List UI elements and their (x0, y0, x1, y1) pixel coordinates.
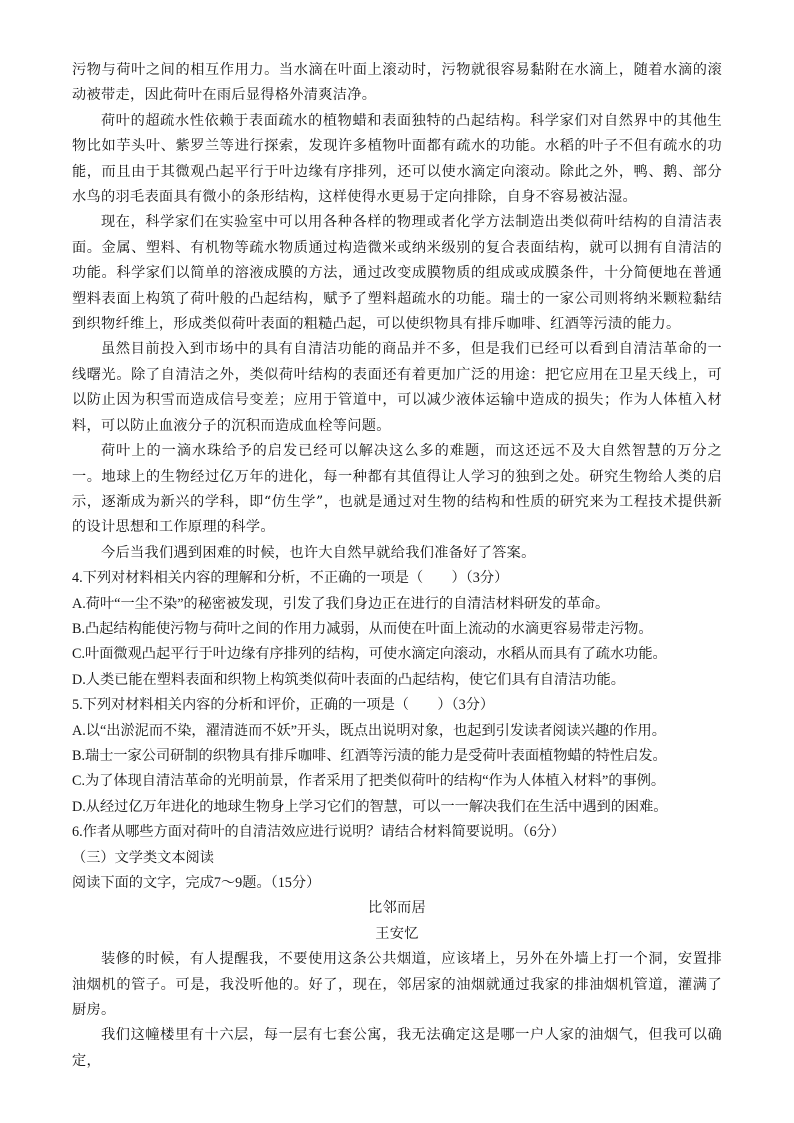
option-a: A.以“出淤泥而不染，濯清涟而不妖”开头，既点出说明对象，也起到引发读者阅读兴趣的作用。 (72, 722, 666, 739)
question-stem: 5.下列对材料相关内容的分析和评价，正确的一项是（ ）（3分） (72, 697, 495, 714)
option-d: D.人类已能在塑料表面和织物上构筑类似荷叶表面的凸起结构，使它们具有自清洁功能。 (72, 671, 625, 688)
section-instruction: 阅读下面的文字，完成7～9题。（15分） (72, 875, 321, 891)
story-paragraph: 装修的时候，有人提醒我，不要使用这条公共烟道，应该堵上，另外在外墙上打一个洞，安置排油烟机的管子。可是，我没听他的。好了，现在，邻居家的油烟就通过我家的排油烟机管道，灌满了厨房。 (72, 951, 722, 1019)
passage-paragraph: 虽然目前投入到市场中的具有自清洁功能的商品并不多，但是我们已经可以看到自清洁革命的一线曙光。除了自清洁之外，类似荷叶结构的表面还有着更加广泛的用途：把它应用在卫星天线上，可以防止因为积雪而造成信号变差；应用于管道中，可以减少液体运输中造成的损失；作为人体植入材料，可以防止血液分子的沉积而造成血栓等问题。 (72, 341, 722, 434)
reading-passage (72, 58, 722, 566)
option-d: D.从经过亿万年进化的地球生物身上学习它们的智慧，可以一一解决我们在生活中遇到的困难。 (72, 798, 668, 815)
story-paragraph: 我们这幢楼里有十六层，每一层有七套公寓，我无法确定这是哪一户人家的油烟气，但我可以确定， (72, 1027, 722, 1069)
passage-paragraph: 今后当我们遇到困难的时候，也许大自然早就给我们准备好了答案。 (101, 544, 536, 561)
section-heading: （三）文学类文本阅读 (72, 849, 214, 866)
passage-paragraph: 荷叶上的一滴水珠给予的启发已经可以解决这么多的难题，而这还远不及大自然智慧的万分之一。地球上的生物经过亿万年的进化，每一种都有其值得让人学习的独到之处。研究生物给人类的启示，逐渐成为新兴的学科，即“仿生学”，也就是通过对生物的结构和性质的研究来为工程技术提供新的设计思想和工作原理的科学。 (72, 443, 722, 536)
option-c: C.叶面微观凸起平行于叶边缘有序排列的结构，可使水滴定向滚动，水稻从而具有了疏水功能。 (72, 646, 667, 663)
question-stem: 4.下列对材料相关内容的理解和分析，不正确的一项是（ ）（3分） (72, 570, 509, 587)
question-stem: 6.作者从哪些方面对荷叶的自清洁效应进行说明？请结合材料简要说明。（6分） (72, 824, 566, 841)
option-b: B.瑞士一家公司研制的织物具有排斥咖啡、红酒等污渍的能力是受荷叶表面植物蜡的特性启发。 (72, 747, 667, 764)
question-4 (72, 566, 722, 693)
story-title: 比邻而居 (368, 900, 426, 917)
option-a: A.荷叶“一尘不染”的秘密被发现，引发了我们身边正在进行的自清洁材料研发的革命。 (72, 595, 610, 612)
option-c: C.为了体现自清洁革命的光明前景，作者采用了把类似荷叶的结构“作为人体植入材料”的事例。 (72, 773, 666, 790)
literary-section (72, 846, 722, 1075)
option-b: B.凸起结构能使污物与荷叶之间的作用力减弱，从而使在叶面上流动的水滴更容易带走污物。 (72, 620, 653, 637)
passage-paragraph: 现在，科学家们在实验室中可以用各种各样的物理或者化学方法制造出类似荷叶结构的自清洁表面。金属、塑料、有机物等疏水物质通过构造微米或纳米级别的复合表面结构，就可以拥有自清洁的功能。科学家们以简单的溶液成膜的方法，通过改变成膜物质的组成或成膜条件，十分简便地在普通塑料表面上构筑了荷叶般的凸起结构，赋予了塑料超疏水的功能。瑞士的一家公司则将纳米颗粒黏结到织物纤维上，形成类似荷叶表面的粗糙凸起，可以使织物具有排斥咖啡、红酒等污渍的能力。 (72, 214, 722, 333)
story-author: 王安忆 (375, 925, 419, 942)
question-5 (72, 693, 722, 820)
passage-paragraph: 荷叶的超疏水性依赖于表面疏水的植物蜡和表面独特的凸起结构。科学家们对自然界中的其他生物比如芋头叶、紫罗兰等进行探索，发现许多植物叶面都有疏水的功能。水稻的叶子不但有疏水的功能，而且由于其微观凸起平行于叶边缘有序排列，还可以使水滴定向滚动。除此之外，鸭、鹅、部分水鸟的羽毛表面具有微小的条形结构，这样使得水更易于定向排除，自身不容易被沾湿。 (72, 112, 722, 206)
question-6 (72, 820, 722, 845)
passage-paragraph: 污物与荷叶之间的相互作用力。当水滴在叶面上滚动时，污物就很容易黏附在水滴上，随着水滴的滚动被带走，因此荷叶在雨后显得格外清爽洁净。 (72, 62, 722, 104)
